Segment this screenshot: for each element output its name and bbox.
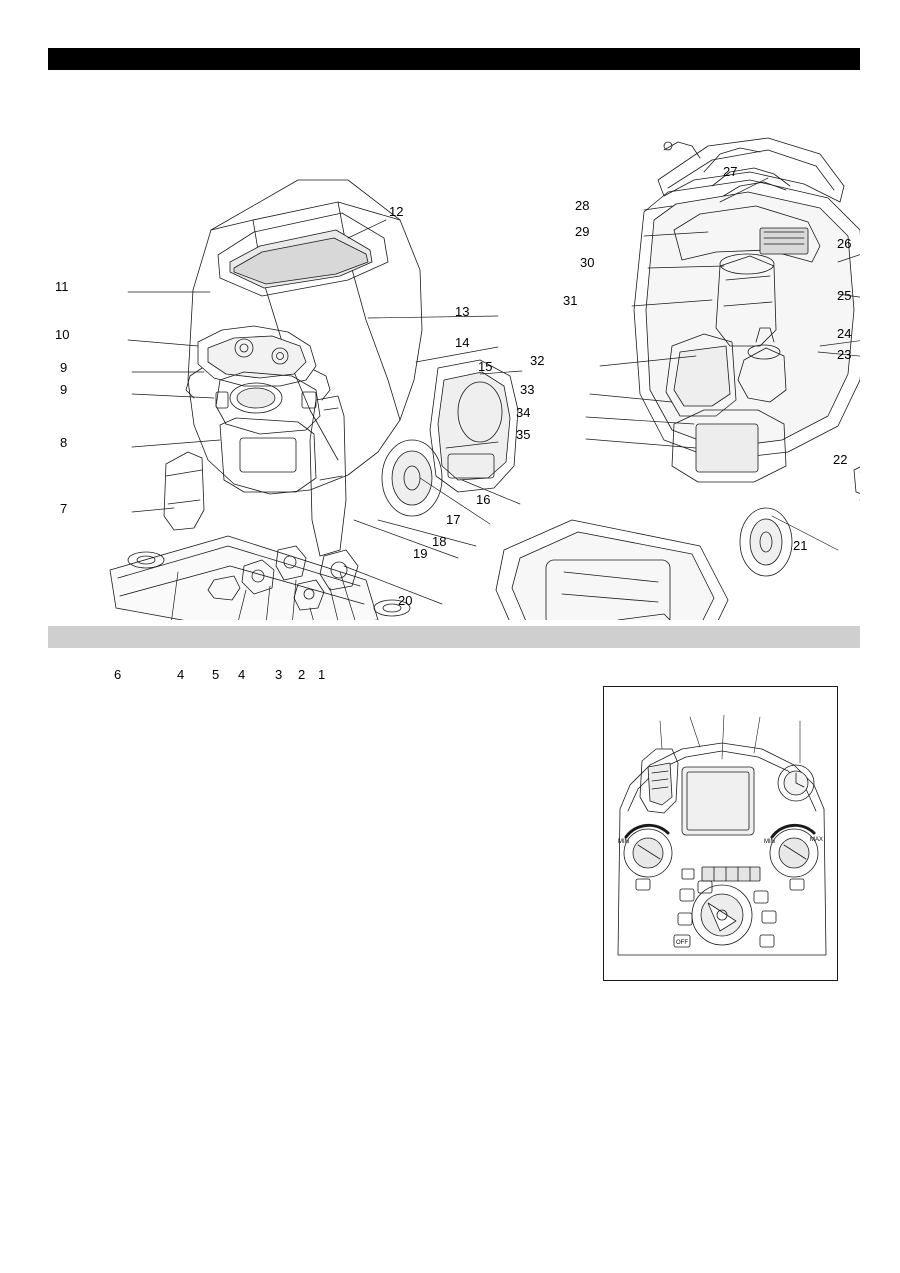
control-panel-drawing	[604, 687, 837, 980]
callout-22: 22	[833, 452, 848, 467]
figures-container	[48, 80, 860, 682]
svg-text:MIN: MIN	[618, 839, 629, 845]
callout-30: 30	[580, 255, 595, 270]
callout-19: 19	[413, 546, 428, 561]
callout-12: 12	[389, 204, 404, 219]
callout-2: 2	[298, 667, 306, 682]
callout-20: 20	[398, 593, 413, 608]
callout-26: 26	[837, 236, 852, 251]
callout-16: 16	[476, 492, 491, 507]
callout-28: 28	[575, 198, 590, 213]
callout-14: 14	[455, 335, 470, 350]
callout-34: 34	[516, 405, 531, 420]
callout-24: 24	[837, 326, 852, 341]
callout-6: 6	[114, 667, 122, 682]
machine-illustrations	[48, 80, 860, 620]
svg-text:MIN: MIN	[764, 839, 775, 845]
callout-4-left: 4	[177, 667, 185, 682]
callout-8: 8	[60, 435, 68, 450]
callout-1: 1	[318, 667, 326, 682]
callout-32: 32	[530, 353, 545, 368]
svg-text:MAX: MAX	[810, 837, 824, 843]
callout-4-right: 4	[238, 667, 246, 682]
callout-9-lower: 9	[60, 382, 68, 397]
callout-31: 31	[563, 293, 578, 308]
display-screen	[682, 767, 754, 835]
svg-text:OFF: OFF	[676, 940, 688, 946]
callout-13: 13	[455, 304, 470, 319]
callout-25: 25	[837, 288, 852, 303]
callout-29: 29	[575, 224, 590, 239]
callout-33: 33	[520, 382, 535, 397]
callout-9-upper: 9	[60, 360, 68, 375]
page-top-bar	[48, 48, 860, 70]
callout-23: 23	[837, 347, 852, 362]
callout-35: 35	[516, 427, 531, 442]
callout-27: 27	[723, 164, 738, 179]
callout-7: 7	[60, 501, 68, 516]
callout-15: 15	[478, 359, 493, 374]
callout-10: 10	[55, 327, 70, 342]
callout-5: 5	[212, 667, 220, 682]
callout-21: 21	[793, 538, 808, 553]
callout-11: 11	[55, 279, 69, 294]
callout-3: 3	[275, 667, 283, 682]
page-divider-bar	[48, 626, 860, 648]
callout-18: 18	[432, 534, 447, 549]
callout-17: 17	[446, 512, 461, 527]
left-machine-drawing	[110, 180, 518, 620]
control-panel-detail-box	[603, 686, 838, 981]
